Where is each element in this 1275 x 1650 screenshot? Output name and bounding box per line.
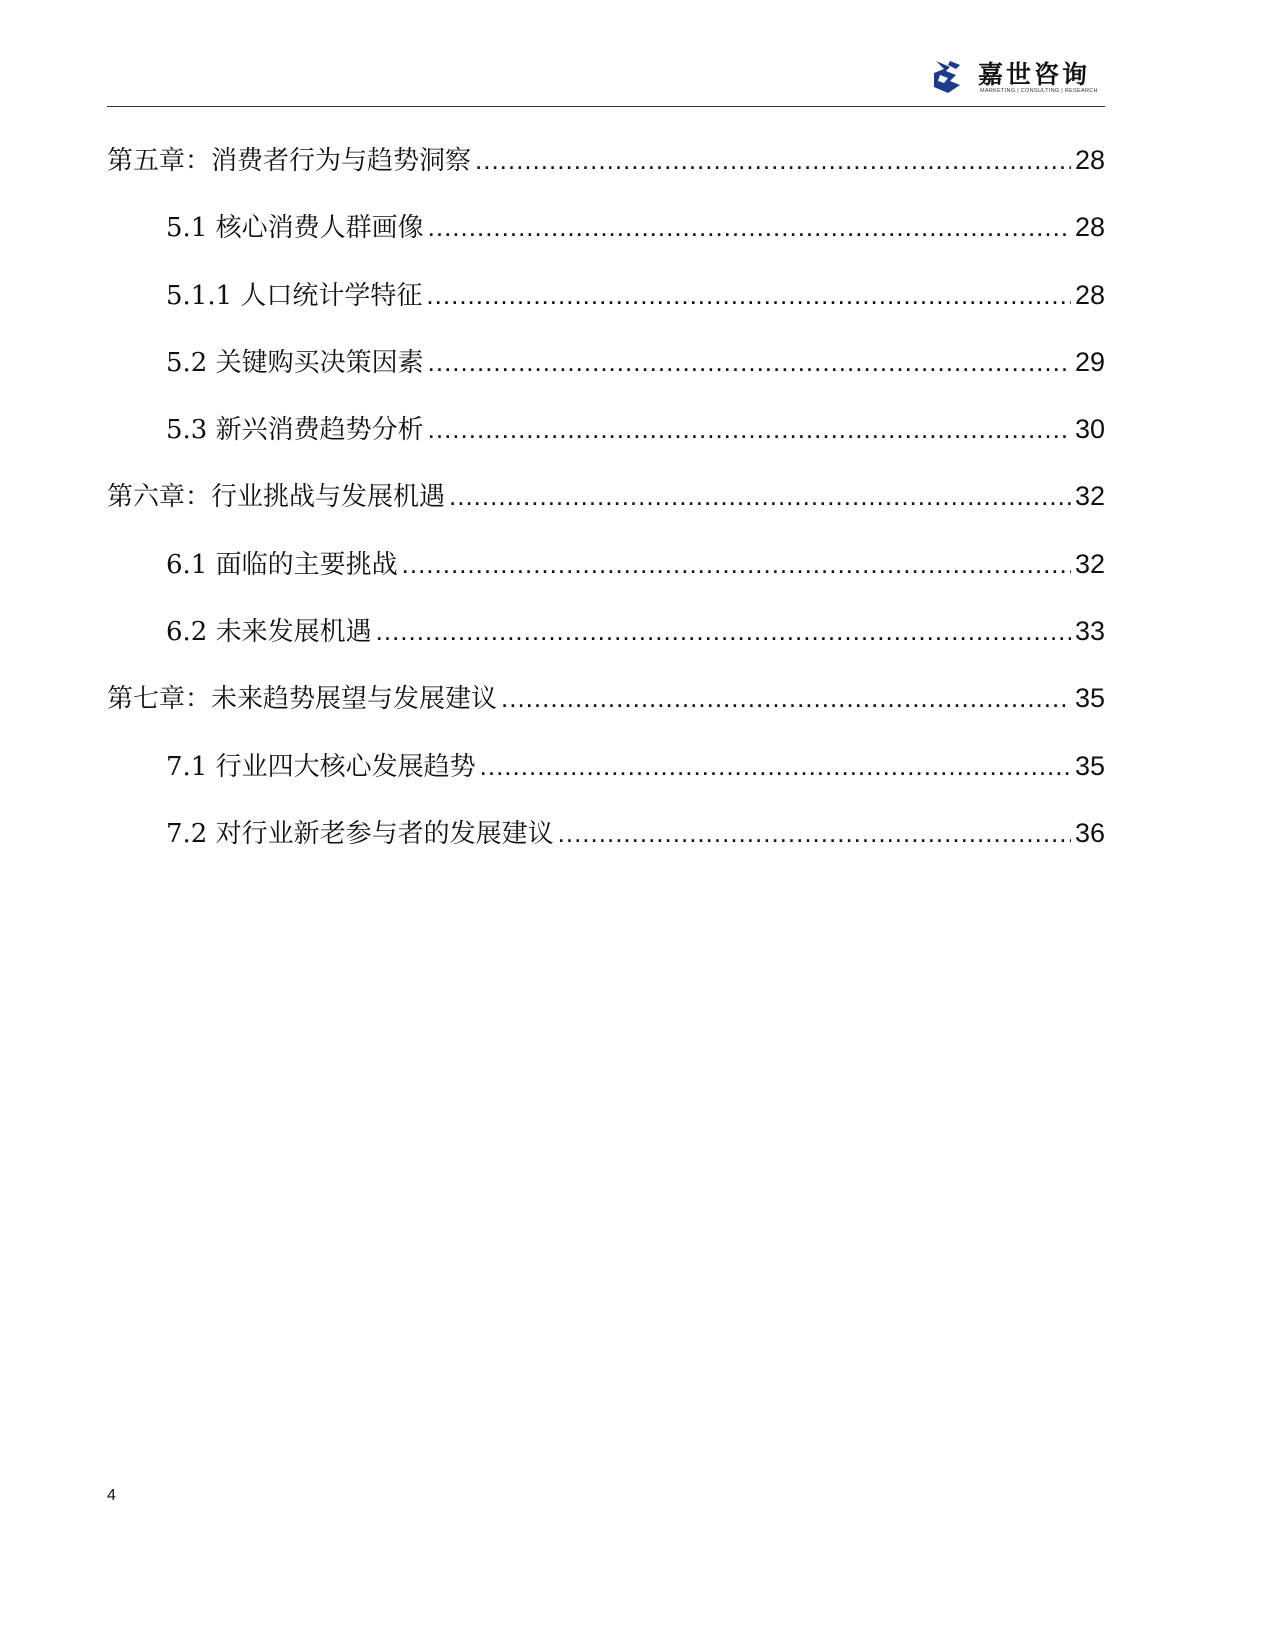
logo-mark-icon (930, 57, 966, 95)
toc-leader-dots (428, 414, 1071, 445)
logo-text: 嘉世咨询 (978, 60, 1091, 89)
toc-entry-page: 28 (1074, 212, 1105, 243)
table-of-contents (107, 140, 1105, 880)
toc-entry-page: 32 (1074, 548, 1105, 579)
toc-entry-page: 35 (1074, 683, 1105, 714)
toc-entry[interactable] (107, 275, 1105, 342)
toc-entry-title: 6.2 未来发展机遇 (166, 617, 372, 648)
toc-entry-title: 5.1.1 人口统计学特征 (166, 280, 423, 311)
toc-leader-dots (558, 818, 1071, 849)
toc-leader-dots (449, 481, 1071, 512)
toc-entry[interactable] (107, 611, 1105, 678)
toc-leader-dots (402, 549, 1071, 580)
header-divider (107, 106, 1105, 107)
toc-entry[interactable] (107, 140, 1105, 207)
toc-entry-title: 5.3 新兴消费趋势分析 (166, 415, 424, 446)
toc-entry-title: 5.2 关键购买决策因素 (166, 347, 424, 378)
toc-entry-page: 32 (1074, 481, 1105, 512)
toc-entry-title: 6.1 面临的主要挑战 (166, 549, 398, 580)
toc-entry[interactable] (107, 342, 1105, 409)
toc-entry[interactable] (107, 476, 1105, 543)
toc-entry-page: 33 (1074, 616, 1105, 647)
toc-entry-page: 30 (1074, 414, 1105, 445)
toc-entry-title: 第五章：消费者行为与趋势洞察 (107, 146, 472, 176)
toc-entry-title: 第七章：未来趋势展望与发展建议 (107, 684, 498, 715)
toc-entry-title: 7.2 对行业新老参与者的发展建议 (166, 818, 554, 849)
toc-entry[interactable] (107, 544, 1105, 611)
page-number: 4 (107, 1487, 116, 1504)
toc-entry-title: 第六章：行业挑战与发展机遇 (107, 482, 446, 513)
toc-leader-dots (376, 616, 1071, 647)
toc-entry[interactable] (107, 409, 1105, 476)
toc-leader-dots (426, 280, 1071, 311)
toc-entry[interactable] (107, 207, 1105, 274)
toc-entry-page: 28 (1074, 279, 1105, 310)
toc-leader-dots (480, 751, 1071, 782)
toc-entry-page: 35 (1074, 750, 1105, 781)
company-logo (928, 55, 1108, 100)
toc-leader-dots (428, 347, 1071, 378)
toc-entry-page: 36 (1074, 817, 1105, 848)
toc-entry[interactable] (107, 678, 1105, 745)
toc-leader-dots (475, 145, 1071, 176)
toc-entry[interactable] (107, 746, 1105, 813)
logo-subtitle: MARKETING | CONSULTING | RESEARCH (980, 88, 1098, 94)
toc-entry-page: 29 (1074, 346, 1105, 377)
toc-entry-title: 7.1 行业四大核心发展趋势 (166, 751, 476, 782)
toc-entry-page: 28 (1074, 145, 1105, 175)
toc-leader-dots (428, 212, 1071, 243)
toc-leader-dots (501, 683, 1071, 714)
toc-entry-title: 5.1 核心消费人群画像 (166, 213, 424, 244)
toc-entry[interactable] (107, 813, 1105, 880)
